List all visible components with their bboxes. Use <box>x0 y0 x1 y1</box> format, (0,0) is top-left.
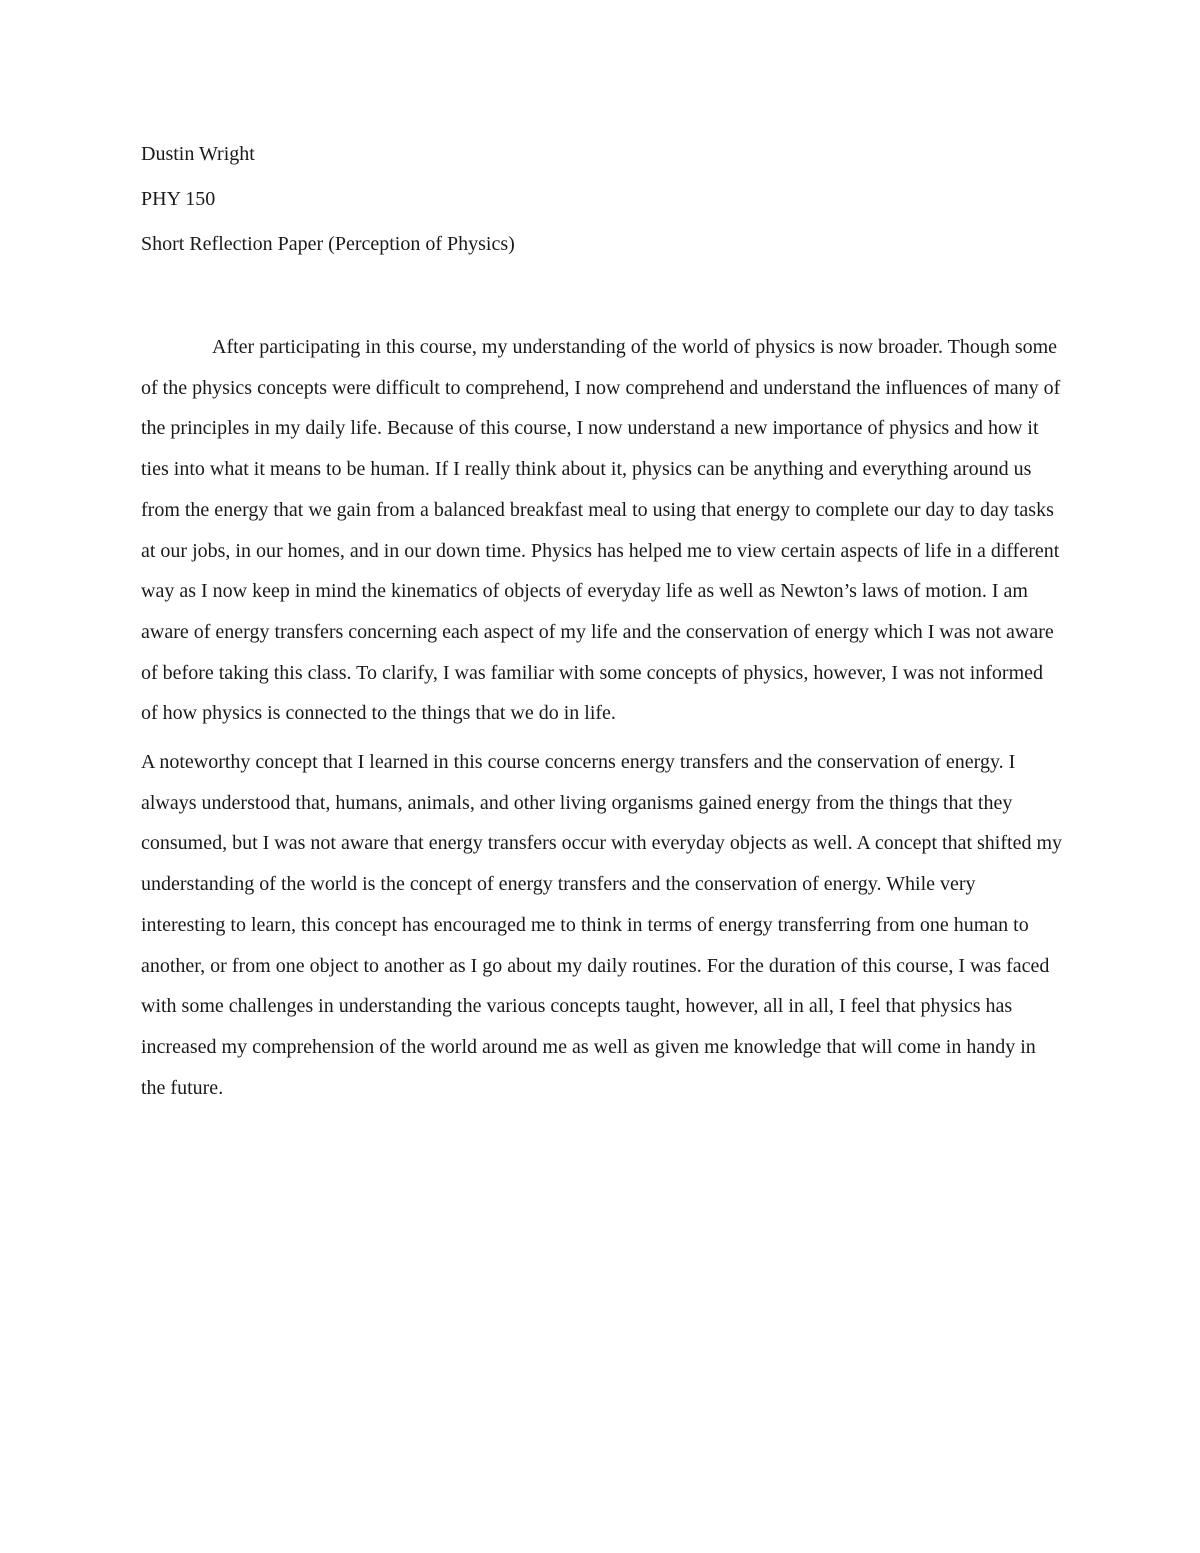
author-name: Dustin Wright <box>141 143 255 165</box>
paper-title: Short Reflection Paper (Perception of Physics) <box>141 233 515 255</box>
essay-paragraph-1: After participating in this course, my understanding of the world of physics is now broader. Though some of the physics concepts were difficult to comprehend, I now comprehend and understand the influences of many of the principles in my daily life. Because of this course, I now understand a new importance of physics and how it ties into what it means to be human. If I really think about it, physics can be anything and everything around us from the energy that we gain from a balanced breakfast meal to using that energy to complete our day to day tasks at our jobs, in our homes, and in our down time. Physics has helped me to view certain aspects of life in a different way as I now keep in mind the kinematics of objects of everyday life as well as Newton’s laws of motion. I am aware of energy transfers concerning each aspect of my life and the conservation of energy which I was not aware of before taking this class. To clarify, I was familiar with some concepts of physics, however, I was not informed of how physics is connected to the things that we do in life. <box>141 336 1061 725</box>
course-code: PHY 150 <box>141 188 216 210</box>
essay-paragraph-2: A noteworthy concept that I learned in this course concerns energy transfers and the conservation of energy. I always understood that, humans, animals, and other living organisms gained energy from the things that they consumed, but I was not aware that energy transfers occur with everyday objects as well. A concept that shifted my understanding of the world is the concept of energy transfers and the conservation of energy. While very interesting to learn, this concept has encouraged me to think in terms of energy transferring from one human to another, or from one object to another as I go about my daily routines. For the duration of this course, I was faced with some challenges in understanding the various concepts taught, however, all in all, I feel that physics has increased my comprehension of the world around me as well as given me knowledge that will come in handy in the future. <box>141 751 1063 1099</box>
essay-body <box>141 327 1063 1108</box>
